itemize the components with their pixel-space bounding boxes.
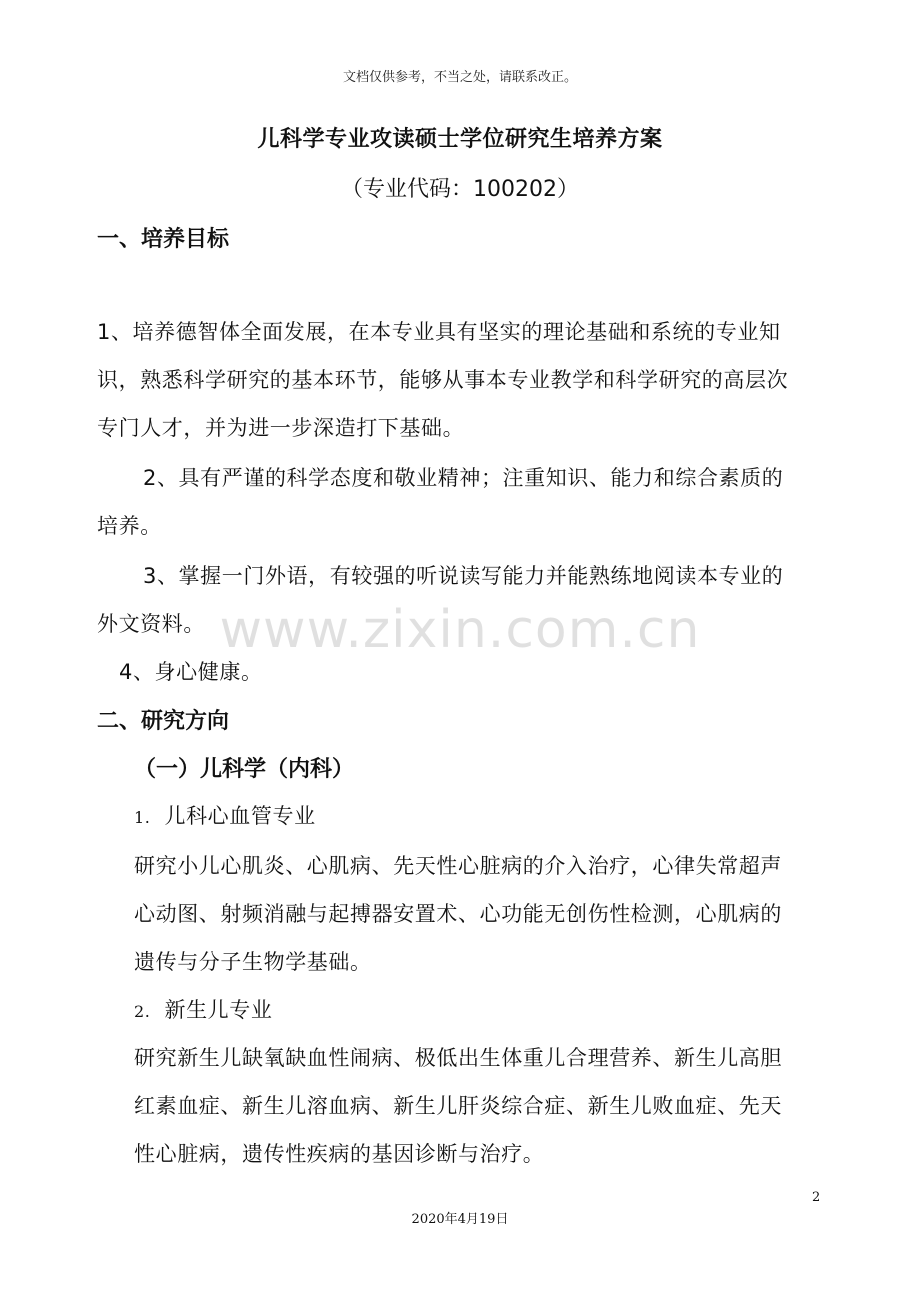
direction1-line3: 遗传与分子生物学基础。: [134, 950, 372, 974]
direction1-title-text: 儿科心血管专业: [164, 804, 316, 828]
direction2-number: 2.: [134, 1002, 151, 1021]
goal1-line3: 专门人才，并为进一步深造打下基础。: [97, 416, 465, 440]
goal1-line2: 识，熟悉科学研究的基本环节，能够从事本专业教学和科学研究的高层次: [97, 368, 789, 392]
document-title: 儿科学专业攻读硕士学位研究生培养方案: [257, 127, 663, 152]
direction2-line3: 性心脏病，遗传性疾病的基因诊断与治疗。: [134, 1142, 545, 1166]
goal2-line1: 2、具有严谨的科学态度和敬业精神；注重知识、能力和综合素质的: [143, 466, 784, 490]
direction1-line1: 研究小儿心肌炎、心肌病、先天性心脏病的介入治疗，心律失常超声: [134, 854, 782, 878]
goal4: 4、身心健康。: [119, 660, 263, 684]
direction1-title: [134, 800, 316, 830]
direction2-line1: 研究新生儿缺氧缺血性闹病、极低出生体重儿合理营养、新生儿高胆: [134, 1046, 782, 1070]
subsection1-heading: （一）儿科学（内科）: [134, 757, 355, 782]
goal2-line2: 培养。: [97, 514, 162, 538]
direction1-number: 1.: [134, 808, 151, 827]
direction1-line2: 心动图、射频消融与起搏器安置术、心功能无创伤性检测，心肌病的: [134, 902, 782, 926]
footer-date: 2020年4月19日: [411, 1212, 509, 1227]
direction2-title-text: 新生儿专业: [164, 998, 273, 1022]
document-subtitle: （专业代码：100202）: [341, 177, 579, 202]
direction2-title: [134, 994, 272, 1024]
section1-heading: 一、培养目标: [97, 227, 230, 252]
page-number: 2: [812, 1190, 821, 1205]
watermark: www.zixin.com.cn: [219, 600, 701, 660]
direction2-line2: 红素血症、新生儿溶血病、新生儿肝炎综合症、新生儿败血症、先天: [134, 1094, 782, 1118]
goal1-line1: 1、培养德智体全面发展，在本专业具有坚实的理论基础和系统的专业知: [97, 320, 781, 344]
header-note: 文档仅供参考，不当之处，请联系改正。: [342, 70, 577, 85]
goal3-line1: 3、掌握一门外语，有较强的听说读写能力并能熟练地阅读本专业的: [143, 564, 784, 588]
goal3-line2: 外文资料。: [97, 612, 205, 636]
section2-heading: 二、研究方向: [97, 709, 230, 734]
